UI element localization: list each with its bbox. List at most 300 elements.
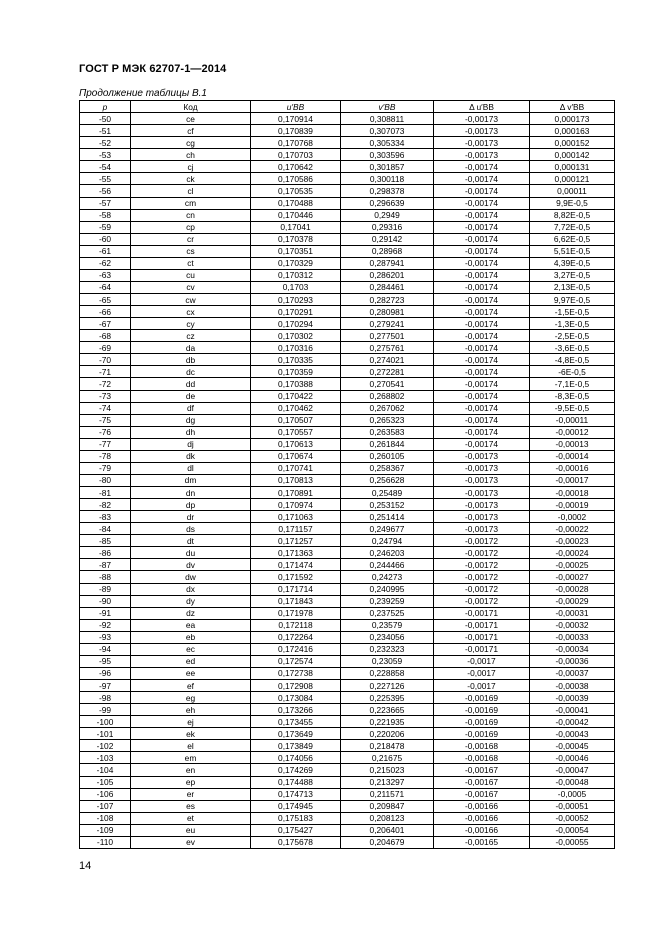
cell-u-bb: 0,171978 bbox=[251, 607, 341, 619]
cell-p: -54 bbox=[80, 161, 131, 173]
cell-code: ce bbox=[131, 113, 251, 125]
cell-u-bb: 0,170351 bbox=[251, 245, 341, 257]
cell-u-bb: 0,170316 bbox=[251, 342, 341, 354]
cell-p: -109 bbox=[80, 824, 131, 836]
cell-u-bb: 0,172264 bbox=[251, 631, 341, 643]
cell-delta-u-bb: -0,00174 bbox=[434, 354, 530, 366]
table-body bbox=[80, 113, 615, 849]
cell-v-bb: 0,258367 bbox=[341, 462, 434, 474]
cell-delta-u-bb: -0,00168 bbox=[434, 740, 530, 752]
cell-delta-v-bb: -9,5E-0,5 bbox=[530, 402, 615, 414]
cell-u-bb: 0,174488 bbox=[251, 776, 341, 788]
table-row bbox=[80, 233, 615, 245]
cell-v-bb: 0,279241 bbox=[341, 318, 434, 330]
cell-v-bb: 0,284461 bbox=[341, 281, 434, 293]
cell-delta-u-bb: -0,00167 bbox=[434, 764, 530, 776]
cell-delta-v-bb: -0,00043 bbox=[530, 728, 615, 740]
cell-u-bb: 0,171592 bbox=[251, 571, 341, 583]
cell-code: de bbox=[131, 390, 251, 402]
cell-delta-v-bb: -0,00051 bbox=[530, 800, 615, 812]
table-row bbox=[80, 113, 615, 125]
cell-p: -96 bbox=[80, 667, 131, 679]
cell-v-bb: 0,206401 bbox=[341, 824, 434, 836]
cell-p: -62 bbox=[80, 257, 131, 269]
cell-u-bb: 0,171363 bbox=[251, 547, 341, 559]
cell-v-bb: 0,268802 bbox=[341, 390, 434, 402]
cell-delta-u-bb: -0,00173 bbox=[434, 125, 530, 137]
cell-v-bb: 0,270541 bbox=[341, 378, 434, 390]
cell-u-bb: 0,175183 bbox=[251, 812, 341, 824]
table-row bbox=[80, 836, 615, 848]
cell-u-bb: 0,171157 bbox=[251, 523, 341, 535]
cell-p: -56 bbox=[80, 185, 131, 197]
cell-delta-v-bb: 0,00011 bbox=[530, 185, 615, 197]
cell-delta-u-bb: -0,00174 bbox=[434, 173, 530, 185]
cell-code: db bbox=[131, 354, 251, 366]
cell-v-bb: 0,211571 bbox=[341, 788, 434, 800]
cell-v-bb: 0,24794 bbox=[341, 535, 434, 547]
cell-u-bb: 0,170462 bbox=[251, 402, 341, 414]
cell-p: -61 bbox=[80, 245, 131, 257]
table-row bbox=[80, 547, 615, 559]
cell-code: em bbox=[131, 752, 251, 764]
cell-u-bb: 0,174269 bbox=[251, 764, 341, 776]
cell-delta-v-bb: -0,00041 bbox=[530, 704, 615, 716]
cell-code: cx bbox=[131, 306, 251, 318]
cell-v-bb: 0,204679 bbox=[341, 836, 434, 848]
cell-delta-u-bb: -0,00174 bbox=[434, 185, 530, 197]
table-row bbox=[80, 740, 615, 752]
cell-p: -51 bbox=[80, 125, 131, 137]
cell-delta-v-bb: -0,00018 bbox=[530, 487, 615, 499]
cell-delta-v-bb: -0,00016 bbox=[530, 462, 615, 474]
table-row bbox=[80, 595, 615, 607]
cell-u-bb: 0,171474 bbox=[251, 559, 341, 571]
cell-code: dm bbox=[131, 474, 251, 486]
column-header-delta-u-bb: Δ u′BB bbox=[434, 101, 530, 113]
cell-u-bb: 0,170294 bbox=[251, 318, 341, 330]
table-row bbox=[80, 631, 615, 643]
cell-v-bb: 0,29142 bbox=[341, 233, 434, 245]
cell-v-bb: 0,267062 bbox=[341, 402, 434, 414]
cell-delta-u-bb: -0,00171 bbox=[434, 643, 530, 655]
cell-code: cr bbox=[131, 233, 251, 245]
table-row bbox=[80, 149, 615, 161]
cell-v-bb: 0,253152 bbox=[341, 499, 434, 511]
cell-v-bb: 0,256628 bbox=[341, 474, 434, 486]
cell-delta-v-bb: -3,6E-0,5 bbox=[530, 342, 615, 354]
cell-code: cn bbox=[131, 209, 251, 221]
data-table bbox=[79, 100, 615, 849]
cell-v-bb: 0,228858 bbox=[341, 667, 434, 679]
cell-code: ea bbox=[131, 619, 251, 631]
table-row bbox=[80, 511, 615, 523]
table-row bbox=[80, 378, 615, 390]
cell-v-bb: 0,287941 bbox=[341, 257, 434, 269]
cell-v-bb: 0,298378 bbox=[341, 185, 434, 197]
cell-delta-u-bb: -0,00173 bbox=[434, 487, 530, 499]
cell-v-bb: 0,286201 bbox=[341, 269, 434, 281]
cell-p: -82 bbox=[80, 499, 131, 511]
cell-delta-v-bb: 9,97E-0,5 bbox=[530, 294, 615, 306]
cell-delta-u-bb: -0,00166 bbox=[434, 824, 530, 836]
cell-delta-v-bb: -0,00055 bbox=[530, 836, 615, 848]
cell-delta-v-bb: 7,72E-0,5 bbox=[530, 221, 615, 233]
cell-v-bb: 0,208123 bbox=[341, 812, 434, 824]
cell-delta-v-bb: -0,00032 bbox=[530, 619, 615, 631]
cell-delta-u-bb: -0,00173 bbox=[434, 450, 530, 462]
cell-delta-u-bb: -0,00172 bbox=[434, 547, 530, 559]
cell-u-bb: 0,170914 bbox=[251, 113, 341, 125]
cell-delta-v-bb: -0,0005 bbox=[530, 788, 615, 800]
table-row bbox=[80, 800, 615, 812]
cell-delta-v-bb: -1,3E-0,5 bbox=[530, 318, 615, 330]
cell-code: ck bbox=[131, 173, 251, 185]
table-row bbox=[80, 125, 615, 137]
cell-delta-u-bb: -0,00173 bbox=[434, 149, 530, 161]
cell-delta-u-bb: -0,00174 bbox=[434, 245, 530, 257]
cell-delta-u-bb: -0,00172 bbox=[434, 535, 530, 547]
table-row bbox=[80, 354, 615, 366]
column-header-v-bb: v′BB bbox=[341, 101, 434, 113]
cell-u-bb: 0,170507 bbox=[251, 414, 341, 426]
cell-delta-v-bb: -0,00038 bbox=[530, 680, 615, 692]
cell-code: ch bbox=[131, 149, 251, 161]
cell-delta-v-bb: -0,00052 bbox=[530, 812, 615, 824]
cell-delta-u-bb: -0,00173 bbox=[434, 511, 530, 523]
cell-code: ef bbox=[131, 680, 251, 692]
table-row bbox=[80, 185, 615, 197]
cell-delta-u-bb: -0,00174 bbox=[434, 438, 530, 450]
cell-delta-v-bb: -0,00033 bbox=[530, 631, 615, 643]
table-row bbox=[80, 209, 615, 221]
table-row bbox=[80, 281, 615, 293]
cell-v-bb: 0,300118 bbox=[341, 173, 434, 185]
cell-code: el bbox=[131, 740, 251, 752]
cell-u-bb: 0,170674 bbox=[251, 450, 341, 462]
cell-p: -84 bbox=[80, 523, 131, 535]
cell-delta-u-bb: -0,00171 bbox=[434, 619, 530, 631]
cell-v-bb: 0,225395 bbox=[341, 692, 434, 704]
cell-p: -72 bbox=[80, 378, 131, 390]
cell-delta-u-bb: -0,00174 bbox=[434, 330, 530, 342]
cell-p: -86 bbox=[80, 547, 131, 559]
cell-v-bb: 0,237525 bbox=[341, 607, 434, 619]
cell-p: -50 bbox=[80, 113, 131, 125]
cell-v-bb: 0,277501 bbox=[341, 330, 434, 342]
cell-delta-v-bb: 0,000142 bbox=[530, 149, 615, 161]
cell-code: eu bbox=[131, 824, 251, 836]
cell-delta-u-bb: -0,00173 bbox=[434, 499, 530, 511]
cell-u-bb: 0,172416 bbox=[251, 643, 341, 655]
table-row bbox=[80, 619, 615, 631]
cell-u-bb: 0,172738 bbox=[251, 667, 341, 679]
cell-delta-u-bb: -0,00173 bbox=[434, 474, 530, 486]
cell-code: ek bbox=[131, 728, 251, 740]
cell-p: -101 bbox=[80, 728, 131, 740]
cell-delta-v-bb: -0,00042 bbox=[530, 716, 615, 728]
cell-u-bb: 0,170291 bbox=[251, 306, 341, 318]
cell-u-bb: 0,173649 bbox=[251, 728, 341, 740]
cell-u-bb: 0,170741 bbox=[251, 462, 341, 474]
table-row bbox=[80, 583, 615, 595]
cell-code: cj bbox=[131, 161, 251, 173]
cell-p: -67 bbox=[80, 318, 131, 330]
cell-delta-u-bb: -0,00172 bbox=[434, 583, 530, 595]
cell-delta-v-bb: 0,000121 bbox=[530, 173, 615, 185]
cell-p: -77 bbox=[80, 438, 131, 450]
cell-v-bb: 0,301857 bbox=[341, 161, 434, 173]
cell-u-bb: 0,170813 bbox=[251, 474, 341, 486]
table-row bbox=[80, 269, 615, 281]
cell-v-bb: 0,274021 bbox=[341, 354, 434, 366]
cell-delta-u-bb: -0,00174 bbox=[434, 209, 530, 221]
cell-code: dk bbox=[131, 450, 251, 462]
cell-delta-u-bb: -0,0017 bbox=[434, 655, 530, 667]
cell-p: -91 bbox=[80, 607, 131, 619]
table-row bbox=[80, 294, 615, 306]
cell-code: et bbox=[131, 812, 251, 824]
cell-v-bb: 0,282723 bbox=[341, 294, 434, 306]
table-row bbox=[80, 643, 615, 655]
cell-delta-u-bb: -0,00174 bbox=[434, 426, 530, 438]
cell-code: cs bbox=[131, 245, 251, 257]
cell-v-bb: 0,272281 bbox=[341, 366, 434, 378]
table-header-row bbox=[80, 101, 615, 113]
cell-code: dy bbox=[131, 595, 251, 607]
cell-delta-u-bb: -0,00169 bbox=[434, 692, 530, 704]
table-row bbox=[80, 474, 615, 486]
cell-delta-v-bb: -0,00027 bbox=[530, 571, 615, 583]
cell-u-bb: 0,171714 bbox=[251, 583, 341, 595]
cell-u-bb: 0,170293 bbox=[251, 294, 341, 306]
cell-delta-u-bb: -0,00169 bbox=[434, 704, 530, 716]
cell-p: -94 bbox=[80, 643, 131, 655]
table-caption: Продолжение таблицы В.1 bbox=[79, 88, 207, 99]
cell-code: ds bbox=[131, 523, 251, 535]
cell-delta-u-bb: -0,00174 bbox=[434, 221, 530, 233]
cell-p: -70 bbox=[80, 354, 131, 366]
cell-v-bb: 0,263583 bbox=[341, 426, 434, 438]
cell-delta-u-bb: -0,00166 bbox=[434, 812, 530, 824]
cell-v-bb: 0,215023 bbox=[341, 764, 434, 776]
cell-delta-v-bb: -0,00047 bbox=[530, 764, 615, 776]
cell-delta-u-bb: -0,00174 bbox=[434, 269, 530, 281]
table-row bbox=[80, 438, 615, 450]
cell-delta-u-bb: -0,00173 bbox=[434, 113, 530, 125]
cell-v-bb: 0,232323 bbox=[341, 643, 434, 655]
cell-delta-u-bb: -0,00167 bbox=[434, 776, 530, 788]
cell-u-bb: 0,170768 bbox=[251, 137, 341, 149]
cell-delta-v-bb: -0,00014 bbox=[530, 450, 615, 462]
cell-u-bb: 0,175678 bbox=[251, 836, 341, 848]
cell-v-bb: 0,2949 bbox=[341, 209, 434, 221]
cell-code: ev bbox=[131, 836, 251, 848]
cell-delta-v-bb: 5,51E-0,5 bbox=[530, 245, 615, 257]
cell-p: -100 bbox=[80, 716, 131, 728]
cell-delta-u-bb: -0,00174 bbox=[434, 342, 530, 354]
cell-code: dz bbox=[131, 607, 251, 619]
table-row bbox=[80, 197, 615, 209]
cell-p: -98 bbox=[80, 692, 131, 704]
table-row bbox=[80, 257, 615, 269]
cell-delta-v-bb: 0,000152 bbox=[530, 137, 615, 149]
cell-delta-u-bb: -0,00173 bbox=[434, 462, 530, 474]
cell-delta-v-bb: -7,1E-0,5 bbox=[530, 378, 615, 390]
cell-p: -71 bbox=[80, 366, 131, 378]
cell-p: -80 bbox=[80, 474, 131, 486]
cell-v-bb: 0,249677 bbox=[341, 523, 434, 535]
cell-u-bb: 0,170557 bbox=[251, 426, 341, 438]
cell-v-bb: 0,227126 bbox=[341, 680, 434, 692]
column-header-u-bb: u′BB bbox=[251, 101, 341, 113]
cell-u-bb: 0,173266 bbox=[251, 704, 341, 716]
cell-p: -92 bbox=[80, 619, 131, 631]
table-row bbox=[80, 535, 615, 547]
cell-delta-u-bb: -0,00172 bbox=[434, 571, 530, 583]
cell-code: cm bbox=[131, 197, 251, 209]
table-row bbox=[80, 173, 615, 185]
cell-v-bb: 0,308811 bbox=[341, 113, 434, 125]
cell-delta-v-bb: -8,3E-0,5 bbox=[530, 390, 615, 402]
cell-u-bb: 0,170974 bbox=[251, 499, 341, 511]
table-row bbox=[80, 487, 615, 499]
cell-code: en bbox=[131, 764, 251, 776]
cell-p: -85 bbox=[80, 535, 131, 547]
cell-code: ep bbox=[131, 776, 251, 788]
cell-p: -66 bbox=[80, 306, 131, 318]
cell-v-bb: 0,220206 bbox=[341, 728, 434, 740]
cell-code: dc bbox=[131, 366, 251, 378]
column-header-p: p bbox=[80, 101, 131, 113]
cell-v-bb: 0,303596 bbox=[341, 149, 434, 161]
cell-delta-u-bb: -0,00174 bbox=[434, 306, 530, 318]
cell-v-bb: 0,234056 bbox=[341, 631, 434, 643]
cell-u-bb: 0,1703 bbox=[251, 281, 341, 293]
cell-delta-u-bb: -0,00174 bbox=[434, 318, 530, 330]
cell-v-bb: 0,305334 bbox=[341, 137, 434, 149]
table-row bbox=[80, 523, 615, 535]
column-header-code: Код bbox=[131, 101, 251, 113]
cell-u-bb: 0,17041 bbox=[251, 221, 341, 233]
cell-p: -63 bbox=[80, 269, 131, 281]
cell-code: es bbox=[131, 800, 251, 812]
cell-delta-v-bb: -0,00037 bbox=[530, 667, 615, 679]
cell-u-bb: 0,170488 bbox=[251, 197, 341, 209]
cell-code: eh bbox=[131, 704, 251, 716]
table-row bbox=[80, 559, 615, 571]
cell-code: dx bbox=[131, 583, 251, 595]
cell-code: dg bbox=[131, 414, 251, 426]
cell-v-bb: 0,213297 bbox=[341, 776, 434, 788]
table-row bbox=[80, 306, 615, 318]
cell-v-bb: 0,221935 bbox=[341, 716, 434, 728]
cell-delta-u-bb: -0,00167 bbox=[434, 788, 530, 800]
cell-v-bb: 0,29316 bbox=[341, 221, 434, 233]
cell-delta-v-bb: -0,00012 bbox=[530, 426, 615, 438]
cell-v-bb: 0,25489 bbox=[341, 487, 434, 499]
table-row bbox=[80, 462, 615, 474]
cell-delta-v-bb: -0,00011 bbox=[530, 414, 615, 426]
cell-p: -58 bbox=[80, 209, 131, 221]
table-row bbox=[80, 728, 615, 740]
cell-p: -60 bbox=[80, 233, 131, 245]
cell-u-bb: 0,170422 bbox=[251, 390, 341, 402]
cell-code: dn bbox=[131, 487, 251, 499]
cell-code: eg bbox=[131, 692, 251, 704]
cell-u-bb: 0,170359 bbox=[251, 366, 341, 378]
cell-delta-v-bb: -0,00048 bbox=[530, 776, 615, 788]
cell-p: -55 bbox=[80, 173, 131, 185]
cell-u-bb: 0,173084 bbox=[251, 692, 341, 704]
cell-u-bb: 0,173849 bbox=[251, 740, 341, 752]
cell-delta-u-bb: -0,0017 bbox=[434, 680, 530, 692]
cell-v-bb: 0,24273 bbox=[341, 571, 434, 583]
cell-delta-u-bb: -0,00174 bbox=[434, 233, 530, 245]
cell-code: dv bbox=[131, 559, 251, 571]
cell-p: -59 bbox=[80, 221, 131, 233]
cell-u-bb: 0,172908 bbox=[251, 680, 341, 692]
page-number: 14 bbox=[79, 860, 92, 872]
cell-v-bb: 0,28968 bbox=[341, 245, 434, 257]
table-row bbox=[80, 788, 615, 800]
table-row bbox=[80, 221, 615, 233]
table-row bbox=[80, 776, 615, 788]
table-row bbox=[80, 137, 615, 149]
table-row bbox=[80, 716, 615, 728]
cell-delta-v-bb: -0,00045 bbox=[530, 740, 615, 752]
cell-p: -89 bbox=[80, 583, 131, 595]
document-header: ГОСТ Р МЭК 62707-1—2014 bbox=[79, 63, 227, 75]
cell-p: -104 bbox=[80, 764, 131, 776]
cell-delta-v-bb: -0,0002 bbox=[530, 511, 615, 523]
cell-delta-v-bb: 8,82E-0,5 bbox=[530, 209, 615, 221]
cell-delta-v-bb: 0,000131 bbox=[530, 161, 615, 173]
table-row bbox=[80, 571, 615, 583]
cell-u-bb: 0,175427 bbox=[251, 824, 341, 836]
cell-v-bb: 0,307073 bbox=[341, 125, 434, 137]
table-row bbox=[80, 414, 615, 426]
cell-u-bb: 0,172118 bbox=[251, 619, 341, 631]
table-row bbox=[80, 812, 615, 824]
cell-delta-v-bb: -0,00024 bbox=[530, 547, 615, 559]
cell-p: -68 bbox=[80, 330, 131, 342]
cell-u-bb: 0,170613 bbox=[251, 438, 341, 450]
cell-p: -103 bbox=[80, 752, 131, 764]
cell-code: ed bbox=[131, 655, 251, 667]
cell-p: -105 bbox=[80, 776, 131, 788]
cell-delta-v-bb: -0,00019 bbox=[530, 499, 615, 511]
cell-v-bb: 0,223665 bbox=[341, 704, 434, 716]
cell-v-bb: 0,23579 bbox=[341, 619, 434, 631]
cell-delta-u-bb: -0,00174 bbox=[434, 197, 530, 209]
cell-delta-v-bb: -6E-0,5 bbox=[530, 366, 615, 378]
cell-p: -53 bbox=[80, 149, 131, 161]
cell-code: du bbox=[131, 547, 251, 559]
cell-code: dt bbox=[131, 535, 251, 547]
cell-u-bb: 0,171063 bbox=[251, 511, 341, 523]
cell-p: -73 bbox=[80, 390, 131, 402]
cell-code: dp bbox=[131, 499, 251, 511]
cell-code: dr bbox=[131, 511, 251, 523]
cell-delta-v-bb: -0,00054 bbox=[530, 824, 615, 836]
cell-v-bb: 0,261844 bbox=[341, 438, 434, 450]
cell-delta-u-bb: -0,00174 bbox=[434, 378, 530, 390]
cell-delta-v-bb: -1,5E-0,5 bbox=[530, 306, 615, 318]
cell-u-bb: 0,170302 bbox=[251, 330, 341, 342]
table-row bbox=[80, 426, 615, 438]
cell-delta-v-bb: -2,5E-0,5 bbox=[530, 330, 615, 342]
